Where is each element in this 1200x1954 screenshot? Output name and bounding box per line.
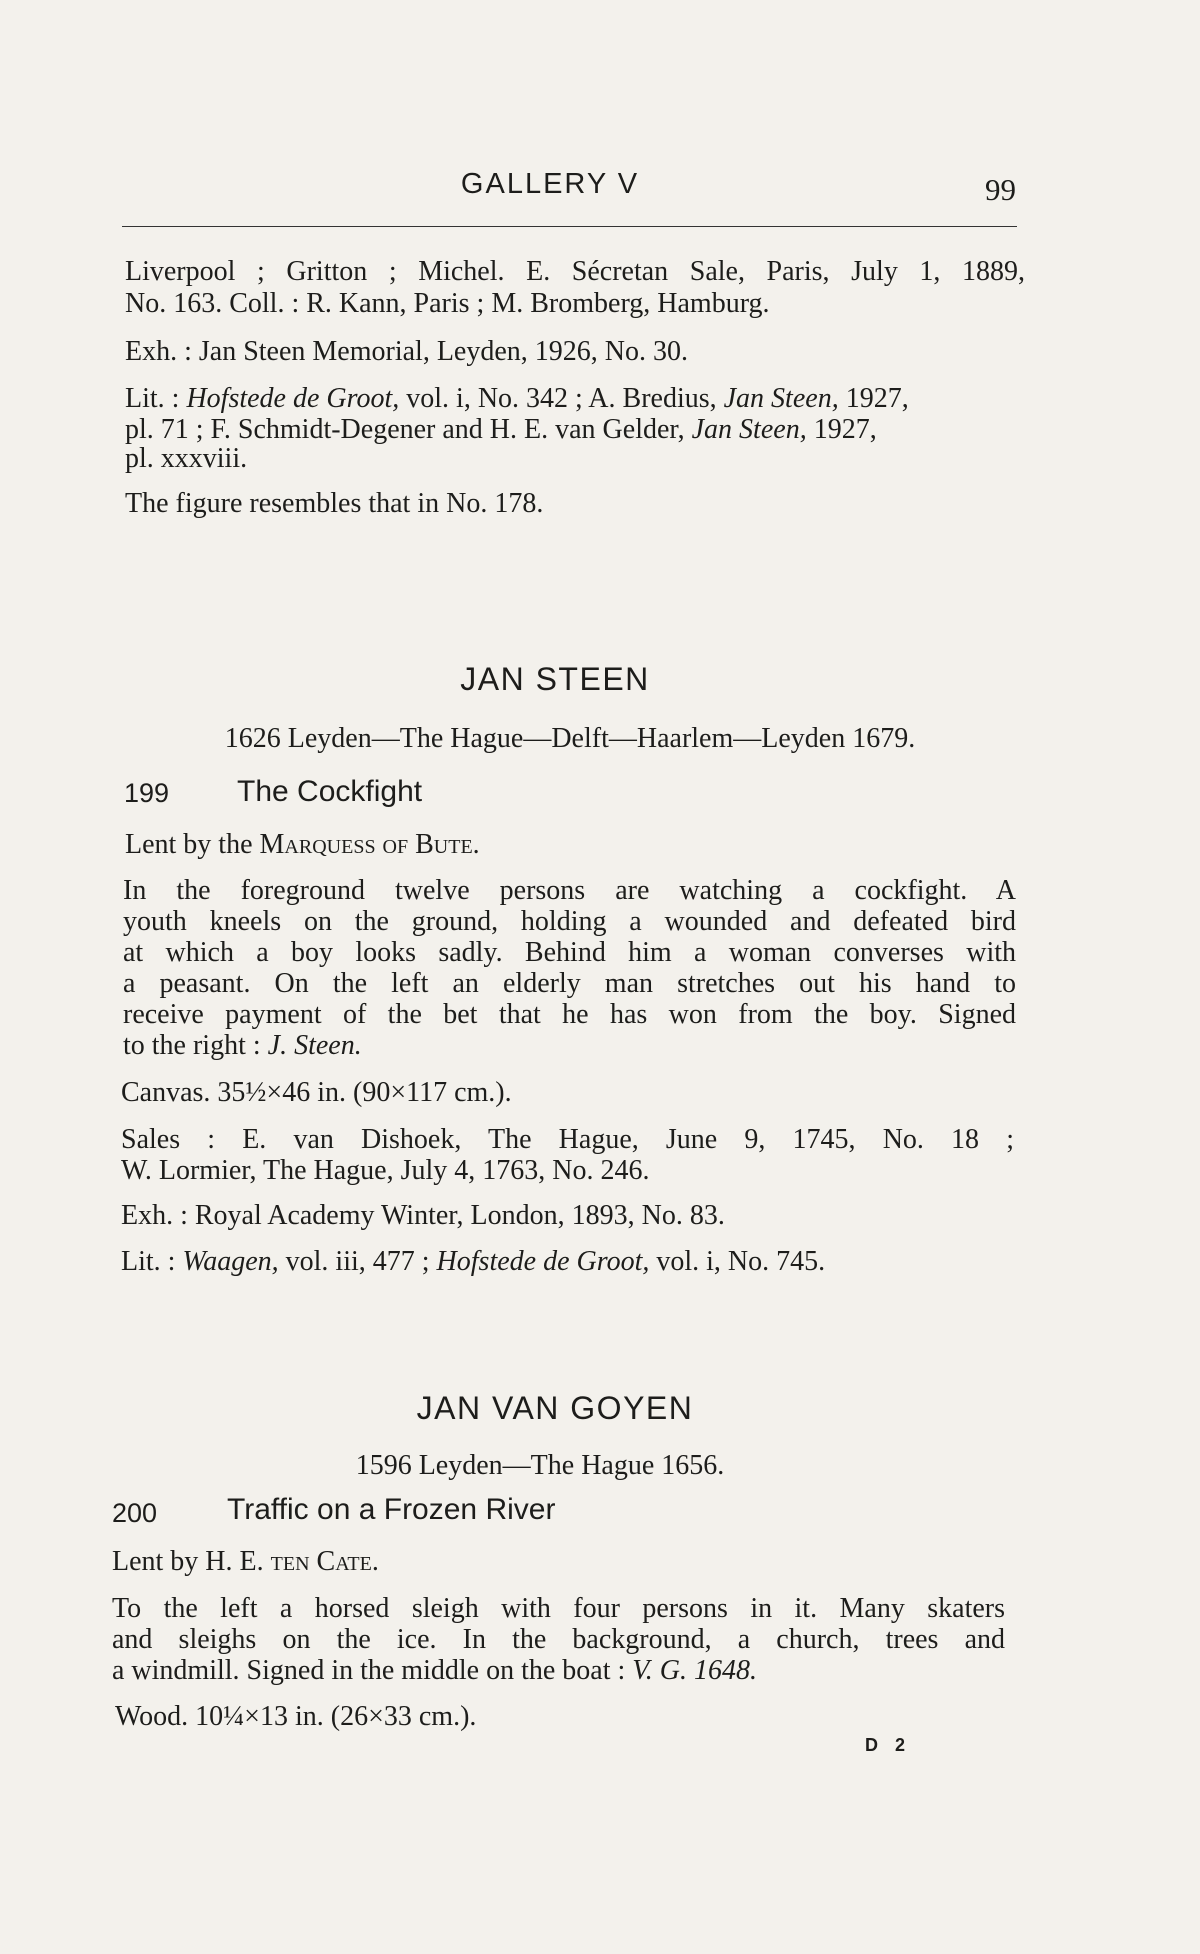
catalogue-number-200: 200 xyxy=(112,1498,158,1528)
artist-dates: 1626 Leyden—The Hague—Delft—Haarlem—Leyden 1679. xyxy=(224,723,916,754)
artist-heading-jan-steen: JAN STEEN xyxy=(460,661,650,697)
medium-line: Canvas. 35½×46 in. (90×117 cm.). xyxy=(121,1077,512,1108)
description-200-line-2: and sleighs on the ice. In the background, a church, trees and xyxy=(112,1624,1005,1655)
running-header: GALLERY V xyxy=(460,168,640,200)
description-200-line-1: To the left a horsed sleigh with four persons in it. Many skaters xyxy=(112,1593,1005,1624)
description-line-1: In the foreground twelve persons are watching a cockfight. A xyxy=(123,875,1016,906)
exhibition-line-199: Exh. : Royal Academy Winter, London, 1893, No. 83. xyxy=(121,1200,725,1231)
medium-line-200: Wood. 10¼×13 in. (26×33 cm.). xyxy=(115,1701,477,1732)
description-line-6: to the right : J. Steen. xyxy=(123,1030,362,1061)
signature-mark: D 2 xyxy=(865,1735,912,1755)
literature-line-3: pl. xxxviii. xyxy=(125,443,248,474)
description-line-2: youth kneels on the ground, holding a wounded and defeated bird xyxy=(123,906,1016,937)
literature-line-2: pl. 71 ; F. Schmidt-Degener and H. E. van Gelder, Jan Steen, 1927, xyxy=(125,414,877,445)
artist-heading-jan-van-goyen: JAN VAN GOYEN xyxy=(416,1390,694,1426)
page-number: 99 xyxy=(985,172,1016,207)
sales-line-1: Sales : E. van Dishoek, The Hague, June 9, 1745, No. 18 ; xyxy=(121,1124,1014,1155)
artist-dates-goyen: 1596 Leyden—The Hague 1656. xyxy=(355,1450,725,1481)
exhibition-line: Exh. : Jan Steen Memorial, Leyden, 1926, No. 30. xyxy=(125,336,689,367)
lender-line: Lent by the Marquess of Bute. xyxy=(125,829,480,860)
header-rule xyxy=(122,226,1017,227)
sales-line-2: W. Lormier, The Hague, July 4, 1763, No. 246. xyxy=(121,1155,650,1186)
literature-line-1: Lit. : Hofstede de Groot, vol. i, No. 342 ; A. Bredius, Jan Steen, 1927, xyxy=(125,383,909,414)
painting-title-200: Traffic on a Frozen River xyxy=(227,1493,556,1526)
description-200-line-3: a windmill. Signed in the middle on the boat : V. G. 1648. xyxy=(112,1655,757,1686)
note-line: The figure resembles that in No. 178. xyxy=(125,488,544,519)
literature-line-199: Lit. : Waagen, vol. iii, 477 ; Hofstede de Groot, vol. i, No. 745. xyxy=(121,1246,826,1277)
description-line-5: receive payment of the bet that he has won from the boy. Signed xyxy=(123,999,1016,1030)
description-line-4: a peasant. On the left an elderly man stretches out his hand to xyxy=(123,968,1016,999)
lender-line-200: Lent by H. E. ten Cate. xyxy=(112,1546,379,1577)
painting-title: The Cockfight xyxy=(237,775,423,808)
catalogue-number: 199 xyxy=(124,778,170,808)
description-line-3: at which a boy looks sadly. Behind him a woman converses with xyxy=(123,937,1016,968)
provenance-line-2: No. 163. Coll. : R. Kann, Paris ; M. Bromberg, Hamburg. xyxy=(125,288,770,319)
provenance-line-1: Liverpool ; Gritton ; Michel. E. Sécretan Sale, Paris, July 1, 1889, xyxy=(125,256,1025,287)
